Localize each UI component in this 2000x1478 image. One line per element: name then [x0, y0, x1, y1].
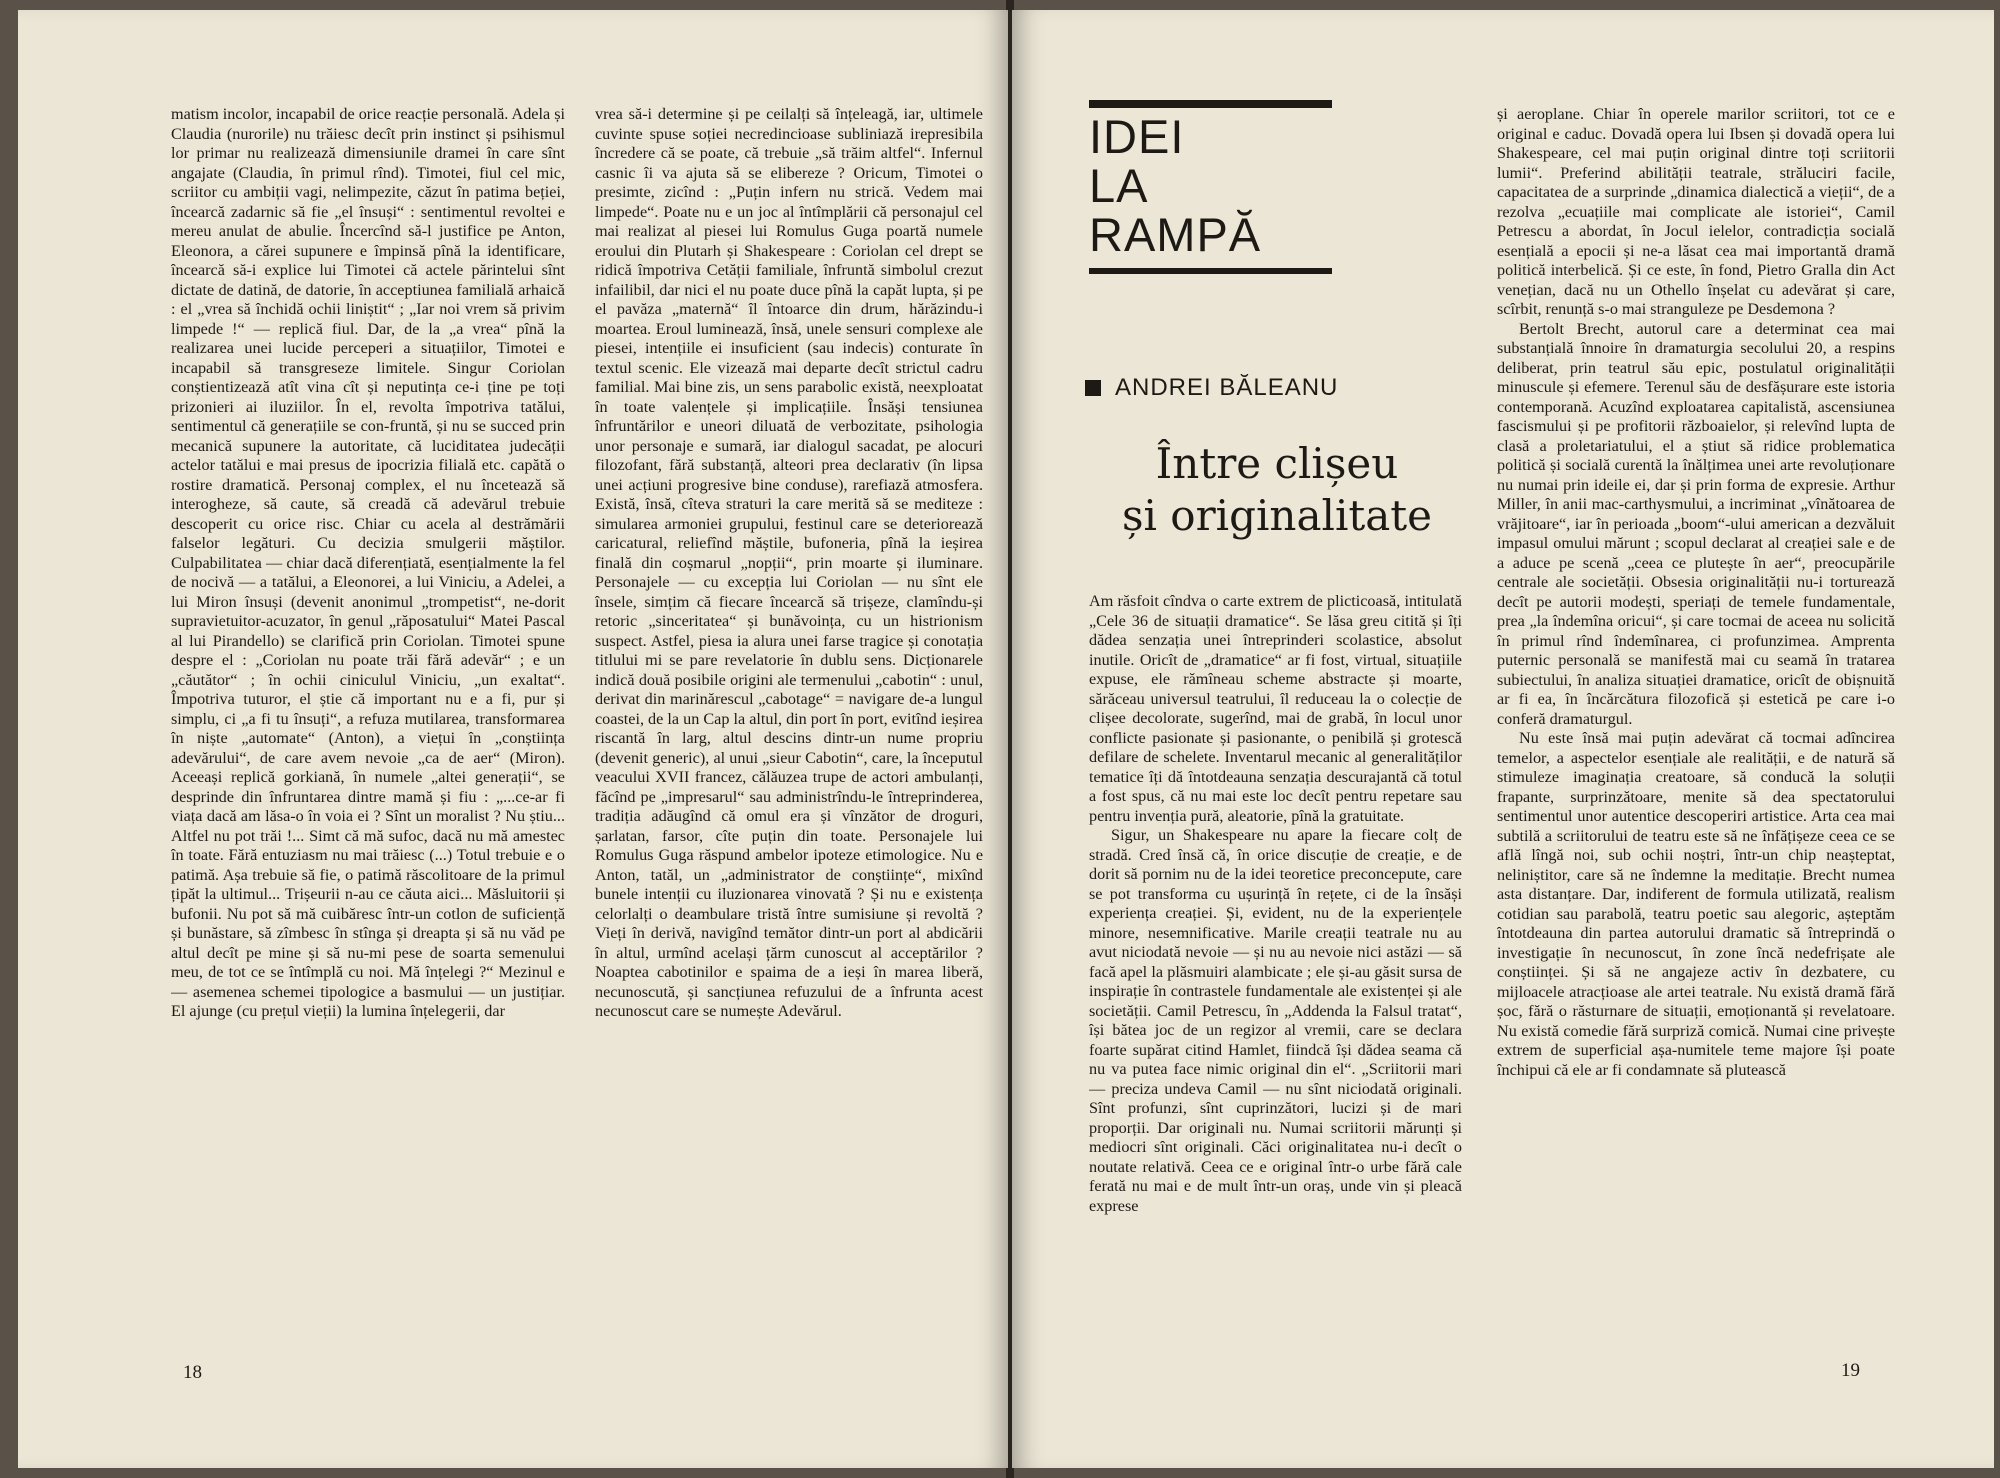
- paragraph: Sigur, un Shakespeare nu apare la fiecare colț de stradă. Cred însă că, în orice discuție de creație, e de dorit să pornim nu de la idei teoretice preconcepute, care se pot transforma cu ușurință în rețete, ci de la însăși experiența creației. Și, evident, nu de la experiențele minore, nesemnificative. Marile creații teatrale nu au avut niciodată nevoie — și nu au nevoie nici astăzi — să facă apel la plăsmuiri alambicate ; ele și-au găsit sursa de inspirație în contrastele fundamentale ale existenței și ale societății. Camil Petrescu, în „Addenda la Falsul tratat“, își bătea joc de un regizor al vremii, care se declara foarte supărat citind Hamlet, fiindcă își dădea seama că nu va putea face nimic original din el“. „Scriitorii mari — preciza undeva Camil — nu sînt niciodată originali. Sînt profunzi, sînt cuprinzători, lucizi și de mari proporții. Dar originali nu. Numai scriitorii mărunți și mediocri sînt originali. Căci originalitatea nu-i decît o noutate relativă. Ceea ce e original într-o urbe fără cale ferată nu mai e de mult într-un oraș, unde vin și pleacă exprese: [1089, 826, 1462, 1215]
- article-title: Între clișeu și originalitate: [1121, 439, 1433, 540]
- paragraph: și aeroplane. Chiar în operele marilor scriitori, tot ce e original e caduc. Dovadă opera lui Ibsen și dovadă opera lui Shakespeare, cel mai puțin original dintre toți scriitorii lumii“. Preferind abilității teatrale, străluciri facile, capacitatea de a surprinde „dinamica dialectică a vieții“, de a rezolva „ecuațiile mai complicate ale istoriei“, Camil Petrescu a abordat, în Jocul ielelor, contradicția socială esențială a epocii și ne-a lăsat cea mai importantă dramă politică interbelică. Și ce este, în fond, Pietro Gralla din Act venețian, dacă nu un Othello înșelat cu adevărat și care, scîrbit, renunță s-o mai stranguleze pe Desdemona ?: [1497, 105, 1895, 318]
- headline-bottom-rule: [1089, 268, 1332, 274]
- left-page-column-2: [595, 105, 983, 1355]
- headline-top-rule: [1089, 100, 1332, 108]
- square-bullet-icon: [1085, 380, 1101, 396]
- paragraph: Am răsfoit cîndva o carte extrem de plicticoasă, intitulată „Cele 36 de situații dramatice“. Se lăsa greu citită și îți dădea senzația unei întreprinderi scolastice, absolut inutile. Oricît de „dramatice“ ar fi fost, virtual, situațiile expuse, ele rămîneau scheme abstracte și moarte, sărăceau universul teatrului, îl reduceau la o colecție de clișee decolorate, sugerînd, mai de grabă, în locul unor conflicte pasionate și pasionante, o penibilă și grotescă defilare de schelete. Inventarul mecanic al generalităților tematice îți dă întotdeauna senzația descurajantă că totul a fost spus, că nu mai este loc decît pentru repetare sau pentru invenția pură, aleatorie, pînă la gratuitate.: [1089, 592, 1462, 825]
- left-page-column-1: [171, 105, 565, 1355]
- right-page-column-2: [1497, 105, 1895, 1445]
- section-headline: IDEI LA RAMPĂ: [1089, 110, 1262, 261]
- paragraph: Bertolt Brecht, autorul care a determinat cea mai substanțială înnoire în dramaturgia secolului 20, a respins deliberat, prin teatrul său epic, postulatul originalității minuscule și efemere. Terenul său de desfășurare este istoria contemporană. Acuzînd exploatarea capitalistă, ascensiunea fascismului și pe profitorii războaielor, și relevînd lupta de clasă a proletariatului, el a știut să ridice problematica politică și socială curentă la înălțimea unei arte revoluționare nu numai prin ideile ei, dar și prin forma de expresie. Arthur Miller, în anii mac-carthysmului, a incriminat „vînătoarea de vrăjitoare“, iar în perioada „boom“-ului american a dezvăluit impasul omului mărunt ; scopul declarat al creației sale e de a aduce pe scenă „ceea ce plutește în aer“, preocupările centrale ale societății. Obsesia originalității nu-i torturează decît pe autorii modești, speriați de temele fundamentale, prea „la îndemîna oricui“, și care tocmai de aceea nu solicită în primul rînd îndemînarea, ci profunzimea. Amprenta puternic personală se manifestă mai cu seamă în tratarea subiectului, în analiza situației dramatice, oricît de obișnuită ar fi ea, în încărcătura filozofică și estetică pe care i-o conferă dramaturgul.: [1497, 319, 1895, 728]
- author-byline: [1085, 374, 1338, 402]
- page-number: 18: [183, 1362, 202, 1383]
- page-number: 19: [1841, 1360, 1860, 1381]
- right-page: [1012, 10, 1994, 1468]
- column-text: matism incolor, incapabil de orice reacție personală. Adela și Claudia (nurorile) nu trăiesc decît prin instinct și psihismul lor primar nu realizează dimensiunile dramei în care sînt angajate (Claudia, în primul rînd). Timotei, fiul cel mic, scriitor cu ambiții vagi, nelimpezite, căzut în patima beției, încearcă zadarnic să fie „el însuși“ : sentimentul revoltei e mereu anulat de abulie. Încercînd să-l justifice pe Anton, Eleonora, a cărei supunere e împinsă pînă la identificare, încearcă să-i explice lui Timotei că actele părintelui sînt dictate de datină, de datorie, în acceptiunea familială arhaică : el „vrea să închidă ochii liniștit“ ; „Iar noi vrem să privim limpede !“ — replică fiul. Dar, de la „a vrea“ pînă la realizarea unei lucide perceperi a situațiilor, Timotei e incapabil să transgreseze limitele. Singur Coriolan conștientizează atît vina cît și neputința ce-i ține pe toți prizonieri ai iluziilor. În el, revolta împotriva tatălui, sentimentul că generațiile se con-fruntă, și nu se succed prin mecanică supunere la autoritate, că luciditatea judecății actelor tatălui e mai presus de ipocrizia filială etc. capătă o rostire dramatică. Personaj complex, el nu încetează să interogheze, să caute, să creadă că adevărul trebuie descoperit cu orice risc. Chiar cu acela al destrămării falselor legături. Cu decizia smulgerii măștilor. Culpabilitatea — chiar dacă diferențiată, esențialmente la fel de nocivă — a tatălui, a Eleonorei, a lui Viniciu, a Adelei, a lui Miron însuși (devenit anonimul „trompetist“, ne-dorit supravietuitor-acuzator, în genul „răposatului“ Matei Pascal al lui Pirandello) se clarifică prin Coriolan. Timotei spune despre el : „Coriolan nu poate trăi fără adevăr“ ; e un „căutător“ ; în ochii ciniculul Viniciu, „un exaltat“. Împotriva tuturor, el știe că important nu e a fi, pur și simplu, ci „a fi tu însuți“, a refuza mutilarea, transformarea în niște „automate“ (Anton), a viețui în „conștiința adevărului“, de care avem nevoie „ca de aer“ (Miron). Aceeași replică gorkiană, în numele „altei generații“, se desprinde din înfruntarea dintre mamă și fiu : „...ce-ar fi viața dacă am lăsa-o în voia ei ? Sînt un moralist ? Nu știu... Altfel nu pot trăi !... Simt că mă sufoc, dacă nu mă amestec în toate. Fără entuziasm nu mai trăiesc (...) Totul trebuie e o patimă. Așa trebuie să fie, o patimă răscolitoare de la primul țipăt la ultimul... Trișeurii n-au ce căuta aici... Măsluitorii și bufonii. Nu pot să mă cuibăresc într-un cotlon de suficiență și bunăstare, să zîmbesc în stînga și dreapta și să nu văd pe altul decît pe mine și să nu-mi pese de soarta semenului meu, de tot ce se întîmplă cu noi. Mă înțelegi ?“ Mezinul e — asemenea schemei tipologice a basmului — un justițiar. El ajunge (cu prețul vieții) la lumina înțelegerii, dar: [171, 105, 565, 1020]
- right-page-column-1: [1089, 592, 1462, 1452]
- left-page: [18, 10, 1008, 1468]
- author-name: ANDREI BĂLEANU: [1115, 374, 1339, 401]
- paragraph: Nu este însă mai puțin adevărat că tocmai adîncirea temelor, a aspectelor esențiale ale realității, e de natură să stimuleze imaginația creatoare, să conducă la soluții frapante, surprinzătoare, menite să dea spectatorului sentimentul unor autentice descoperiri artistice. Arta cea mai subtilă a scriitorului de teatru este să ne înfățișeze ceea ce se află lîngă noi, sub ochii noștri, într-un chip neașteptat, neliniștitor, care să ne îndemne la meditație. Brecht numea asta distanțare. Dar, indiferent de formula utilizată, realism cotidian sau parabolă, teatru poetic sau alegoric, așteptăm întotdeauna din partea autorului dramatic să întreprindă o investigație în necunoscut, în zone încă nedefrișate ale conștiinței. Și să ne angajeze activ în dezbatere, cu mijloacele atracțioase ale artei teatrale. Nu există dramă fără șoc, fără o răsturnare de situații, emoționantă și revelatoare. Nu există comedie fără surpriză comică. Numai cine privește extrem de superficial așa-numitele teme majore își poate închipui că ele ar fi condamnate să plutească: [1497, 729, 1895, 1079]
- column-text: vrea să-i determine și pe ceilalți să înțeleagă, iar, ultimele cuvinte spuse soției necredincioase subliniază irepresibila încredere că se poate, că trebuie „să trăim altfel“. Infernul casnic îi va ajuta să se elibereze ? Oricum, Timotei o presimte, zicînd : „Puțin infern nu strică. Vedem mai limpede“. Poate nu e un joc al întîmplării că personajul cel mai realizat al piesei lui Romulus Guga poartă numele eroului din Plutarh și Shakespeare : Coriolan cel drept se ridică împotriva Cetății familiale, înfruntă simbolul crezut infailibil, dar nici el nu poate duce pînă la capăt lupta, și pe el pavăza „maternă“ îl întoarce din drum, hărăzindu-i moartea. Eroul luminează, însă, unele sensuri complexe ale piesei, intențiile ei insuficient (sau indecis) conturate în textul scenic. Ele vizează mai departe decît strictul cadru familial. Mai bine zis, un sens parabolic există, neexploatat în toate valențele și implicațiile. Însăși tensiunea înfruntărilor e uneori diluată de verbozitate, psihologia unor personaje e sumară, iar dialogul sacadat, pe alocuri filozofant, fără substanță, alteori prea declarativ (în lipsa unei acțiuni progresive bine conduse), rarefiază atmosfera. Există, însă, cîteva straturi la care merită să se mediteze : simularea armoniei grupului, festinul care se deteriorează caricatural, reliefînd măștile, bufoneria, pînă la ieșirea finală din coșmarul „nopții“, prin moarte și iluminare. Personajele — cu excepția lui Coriolan — nu sînt ele însele, simțim că fiecare încearcă să trișeze, clamîndu-și retoric „sinceritatea“ și bunăvoința, cu un histrionism suspect. Astfel, piesa ia alura unei farse tragice și conotația titlului mi se pare revelatorie în dublu sens. Dicționarele indică două posibile origini ale termenului „cabotin“ : unul, derivat din marinărescul „cabotage“ = navigare de-a lungul coastei, de la un Cap la altul, din port în port, evitînd ieșirea riscantă în larg, altul descins dintr-un nume propriu (devenit generic), al unui „sieur Cabotin“, care, la începutul veacului XVII francez, călăuzea trupe de actori ambulanți, făcînd pe „impresarul“ sau administrîndu-le întreprinderea, tradiția adăugînd că omul era și vînzător de droguri, șarlatan, farsor, cîte puțin din toate. Personajele lui Romulus Guga răspund ambelor ipoteze etimologice. Nu e Anton, tatăl, un „administrator de conștiințe“, mixînd bunele intenții cu iluzionarea vinovată ? Și nu e existența celorlalți o deambulare tristă între sumisiune și revoltă ? Vieți în derivă, navigînd temător dintr-un port al abdicării în altul, urmînd același țărm cunoscut al acceptărilor ? Noaptea cabotinilor e spaima de a ieși în marea liberă, necunoscută, și sancțiunea refuzului de a înfrunta acest necunoscut care se numește Adevărul.: [595, 105, 983, 1020]
